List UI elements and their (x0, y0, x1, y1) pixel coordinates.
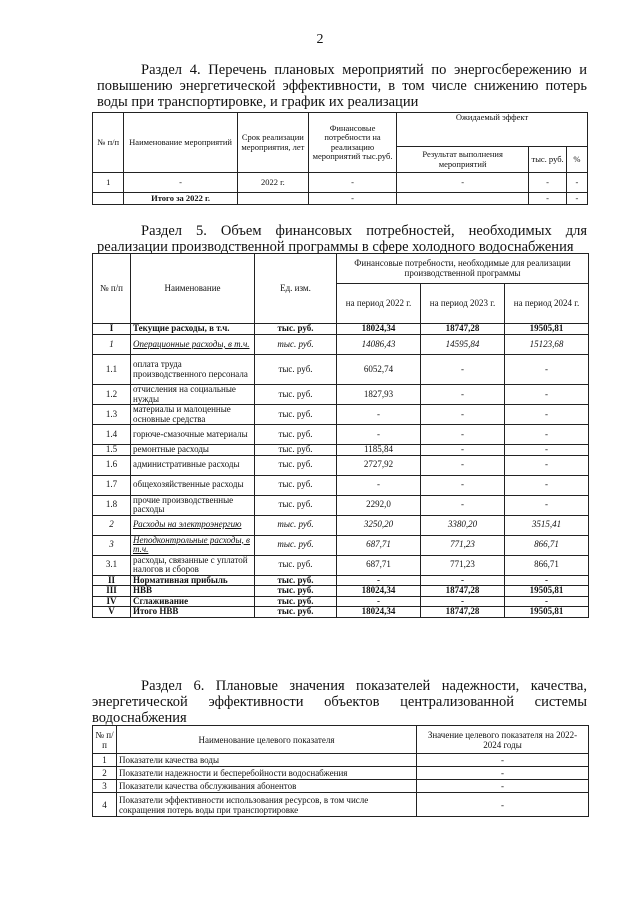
row-value-2022: - (337, 475, 421, 495)
row-value-2023: - (421, 385, 505, 405)
table-row (93, 405, 589, 425)
row-value-2022: 1185,84 (337, 445, 421, 456)
t4-header-term: Срок реализации мероприятия, лет (237, 113, 308, 173)
row-value-2022: 687,71 (337, 555, 421, 575)
table-row (93, 495, 589, 515)
row-number: 1.8 (93, 495, 131, 515)
row-name: Показатели эффективности использования ресурсов, в том числе сокращения потерь воды при транспортировке (117, 793, 417, 817)
row-name: Показатели качества обслуживания абонентов (117, 780, 417, 793)
t6-header-value: Значение целевого показателя на 2022-2024 годы (417, 726, 589, 754)
row-value-2023: - (421, 575, 505, 586)
row-value-2022: - (337, 425, 421, 445)
row-value-2023: - (421, 405, 505, 425)
row-number: 2 (93, 767, 117, 780)
row-value-2023: 18747,28 (421, 607, 505, 618)
row-number: 3.1 (93, 555, 131, 575)
row-value-2024: 19505,81 (505, 324, 589, 335)
t5-header-name: Наименование (131, 254, 255, 324)
row-number: II (93, 575, 131, 586)
row-name: Нормативная прибыль (131, 575, 255, 586)
table-row (93, 324, 589, 335)
row-number: 1 (93, 335, 131, 355)
t4-cell: - (529, 193, 567, 205)
row-unit: тыс. руб. (255, 385, 337, 405)
row-number: III (93, 586, 131, 597)
row-unit: тыс. руб. (255, 555, 337, 575)
row-value-2023: 18747,28 (421, 586, 505, 597)
table-row (93, 455, 589, 475)
t4-cell: 2022 г. (237, 173, 308, 193)
row-value-2023: 18747,28 (421, 324, 505, 335)
row-number: 3 (93, 780, 117, 793)
row-unit: тыс. руб. (255, 405, 337, 425)
t4-header-effect: Ожидаемый эффект (397, 113, 588, 147)
t4-cell: - (124, 173, 237, 193)
row-number: 1.1 (93, 355, 131, 385)
row-value-2024: 866,71 (505, 535, 589, 555)
row-value-2022: 18024,34 (337, 586, 421, 597)
t5-header-num: № п/п (93, 254, 131, 324)
row-number: 1.4 (93, 425, 131, 445)
row-value-2024: 866,71 (505, 555, 589, 575)
table-row (93, 586, 589, 597)
row-value-2024: - (505, 495, 589, 515)
row-value-2024: - (505, 405, 589, 425)
table-row (93, 355, 589, 385)
t6-header-num: № п/п (93, 726, 117, 754)
row-number: V (93, 607, 131, 618)
row-value-2022: 18024,34 (337, 607, 421, 618)
t4-cell: - (397, 173, 529, 193)
t4-cell (397, 193, 529, 205)
row-value-2023: 3380,20 (421, 515, 505, 535)
table-row (93, 780, 589, 793)
row-name: НВВ (131, 586, 255, 597)
t5-header-fin: Финансовые потребности, необходимые для реализации производственной программы (337, 254, 589, 284)
row-name: Операционные расходы, в т.ч. (131, 335, 255, 355)
row-value-2022: 18024,34 (337, 324, 421, 335)
table-row (93, 575, 589, 586)
t5-header-period-2023: на период 2023 г. (421, 284, 505, 324)
row-number: 4 (93, 793, 117, 817)
row-name: горюче-смазочные материалы (131, 425, 255, 445)
row-value-2022: 687,71 (337, 535, 421, 555)
t4-cell: 1 (93, 173, 124, 193)
row-number: 1.3 (93, 405, 131, 425)
t6-header-name: Наименование целевого показателя (117, 726, 417, 754)
row-value-2024: - (505, 455, 589, 475)
t5-header-period-2024: на период 2024 г. (505, 284, 589, 324)
row-unit: тыс. руб. (255, 596, 337, 607)
section4-title: Раздел 4. Перечень плановых мероприятий по энергосбережению и повышению энергетической эффективности, в том числе снижению потерь воды при транспортировке, и график их реализации (97, 62, 587, 110)
row-value-2024: - (505, 385, 589, 405)
table-row (93, 555, 589, 575)
row-name: Текущие расходы, в т.ч. (131, 324, 255, 335)
row-value-2022: 2727,92 (337, 455, 421, 475)
row-name: Сглаживание (131, 596, 255, 607)
t4-cell: - (566, 193, 587, 205)
row-value-2022: - (337, 405, 421, 425)
table-row (93, 425, 589, 445)
row-value-2024: 19505,81 (505, 607, 589, 618)
row-unit: тыс. руб. (255, 445, 337, 456)
table-row (93, 515, 589, 535)
row-unit: тыс. руб. (255, 335, 337, 355)
row-name: общехозяйственные расходы (131, 475, 255, 495)
row-name: Итого НВВ (131, 607, 255, 618)
row-value: - (417, 793, 589, 817)
row-name: оплата труда производственного персонала (131, 355, 255, 385)
row-number: 1.6 (93, 455, 131, 475)
row-value-2023: - (421, 445, 505, 456)
row-value-2022: 14086,43 (337, 335, 421, 355)
row-unit: тыс. руб. (255, 495, 337, 515)
t5-header-period-2022: на период 2022 г. (337, 284, 421, 324)
row-unit: тыс. руб. (255, 575, 337, 586)
row-value: - (417, 754, 589, 767)
row-value-2023: - (421, 495, 505, 515)
row-unit: тыс. руб. (255, 425, 337, 445)
row-name: Неподконтрольные расходы, в т.ч. (131, 535, 255, 555)
table-row (93, 793, 589, 817)
t4-cell: - (566, 173, 587, 193)
row-name: Расходы на электроэнергию (131, 515, 255, 535)
row-unit: тыс. руб. (255, 475, 337, 495)
t4-cell: - (309, 193, 397, 205)
row-number: 2 (93, 515, 131, 535)
row-name: материалы и малоценные основные средства (131, 405, 255, 425)
section5-title: Раздел 5. Объем финансовых потребностей, необходимых для реализации производственной программы в сфере холодного водоснабжения (97, 223, 587, 255)
row-value: - (417, 767, 589, 780)
row-unit: тыс. руб. (255, 324, 337, 335)
row-value-2023: 771,23 (421, 555, 505, 575)
row-value-2022: 6052,74 (337, 355, 421, 385)
table-row (93, 607, 589, 618)
t4-header-name: Наименование мероприятий (124, 113, 237, 173)
table-row (93, 767, 589, 780)
row-value-2024: - (505, 596, 589, 607)
t4-header-fin: Финансовые потребности на реализацию мероприятий тыс.руб. (309, 113, 397, 173)
row-value-2023: 771,23 (421, 535, 505, 555)
row-value-2022: - (337, 575, 421, 586)
row-unit: тыс. руб. (255, 535, 337, 555)
t4-cell: - (529, 173, 567, 193)
row-value-2024: - (505, 575, 589, 586)
t4-cell (237, 193, 308, 205)
row-number: IV (93, 596, 131, 607)
row-value-2022: 2292,0 (337, 495, 421, 515)
row-unit: тыс. руб. (255, 515, 337, 535)
row-number: 3 (93, 535, 131, 555)
t4-cell: - (309, 173, 397, 193)
table-row (93, 335, 589, 355)
row-unit: тыс. руб. (255, 355, 337, 385)
section6-title: Раздел 6. Плановые значения показателей надежности, качества, энергетической эффективности объектов централизованной системы водоснабжения (92, 678, 587, 726)
row-value-2023: - (421, 475, 505, 495)
t4-header-result: Результат выполнения мероприятий (397, 147, 529, 173)
row-number: 1 (93, 754, 117, 767)
row-value-2024: - (505, 355, 589, 385)
row-name: Показатели качества воды (117, 754, 417, 767)
row-unit: тыс. руб. (255, 586, 337, 597)
row-unit: тыс. руб. (255, 607, 337, 618)
section5-table (92, 253, 589, 618)
table-row (93, 596, 589, 607)
table-row (93, 385, 589, 405)
table-row (93, 754, 589, 767)
row-value-2023: - (421, 425, 505, 445)
row-value-2023: 14595,84 (421, 335, 505, 355)
row-value-2024: - (505, 475, 589, 495)
t4-header-pct: % (566, 147, 587, 173)
row-name: расходы, связанные с уплатой налогов и сборов (131, 555, 255, 575)
row-value-2024: 19505,81 (505, 586, 589, 597)
row-unit: тыс. руб. (255, 455, 337, 475)
table-row (93, 535, 589, 555)
row-value-2024: 3515,41 (505, 515, 589, 535)
t4-header-thous: тыс. руб. (529, 147, 567, 173)
row-number: I (93, 324, 131, 335)
page-number: 2 (316, 32, 324, 47)
row-number: 1.7 (93, 475, 131, 495)
row-value-2023: - (421, 455, 505, 475)
row-name: отчисления на социальные нужды (131, 385, 255, 405)
row-name: административные расходы (131, 455, 255, 475)
t4-header-num: № п/п (93, 113, 124, 173)
t4-total-label: Итого за 2022 г. (124, 193, 237, 205)
t4-cell (93, 193, 124, 205)
row-number: 1.2 (93, 385, 131, 405)
row-value-2024: 15123,68 (505, 335, 589, 355)
row-value-2022: 3250,20 (337, 515, 421, 535)
row-number: 1.5 (93, 445, 131, 456)
table-row (93, 445, 589, 456)
section6-table (92, 725, 589, 817)
row-value-2024: - (505, 445, 589, 456)
row-value-2023: - (421, 355, 505, 385)
row-name: прочие производственные расходы (131, 495, 255, 515)
row-value: - (417, 780, 589, 793)
section4-table (92, 112, 588, 205)
row-value-2022: 1827,93 (337, 385, 421, 405)
t5-header-unit: Ед. изм. (255, 254, 337, 324)
row-name: Показатели надежности и бесперебойности водоснабжения (117, 767, 417, 780)
table-row (93, 475, 589, 495)
row-value-2024: - (505, 425, 589, 445)
row-value-2023: - (421, 596, 505, 607)
row-value-2022: - (337, 596, 421, 607)
row-name: ремонтные расходы (131, 445, 255, 456)
